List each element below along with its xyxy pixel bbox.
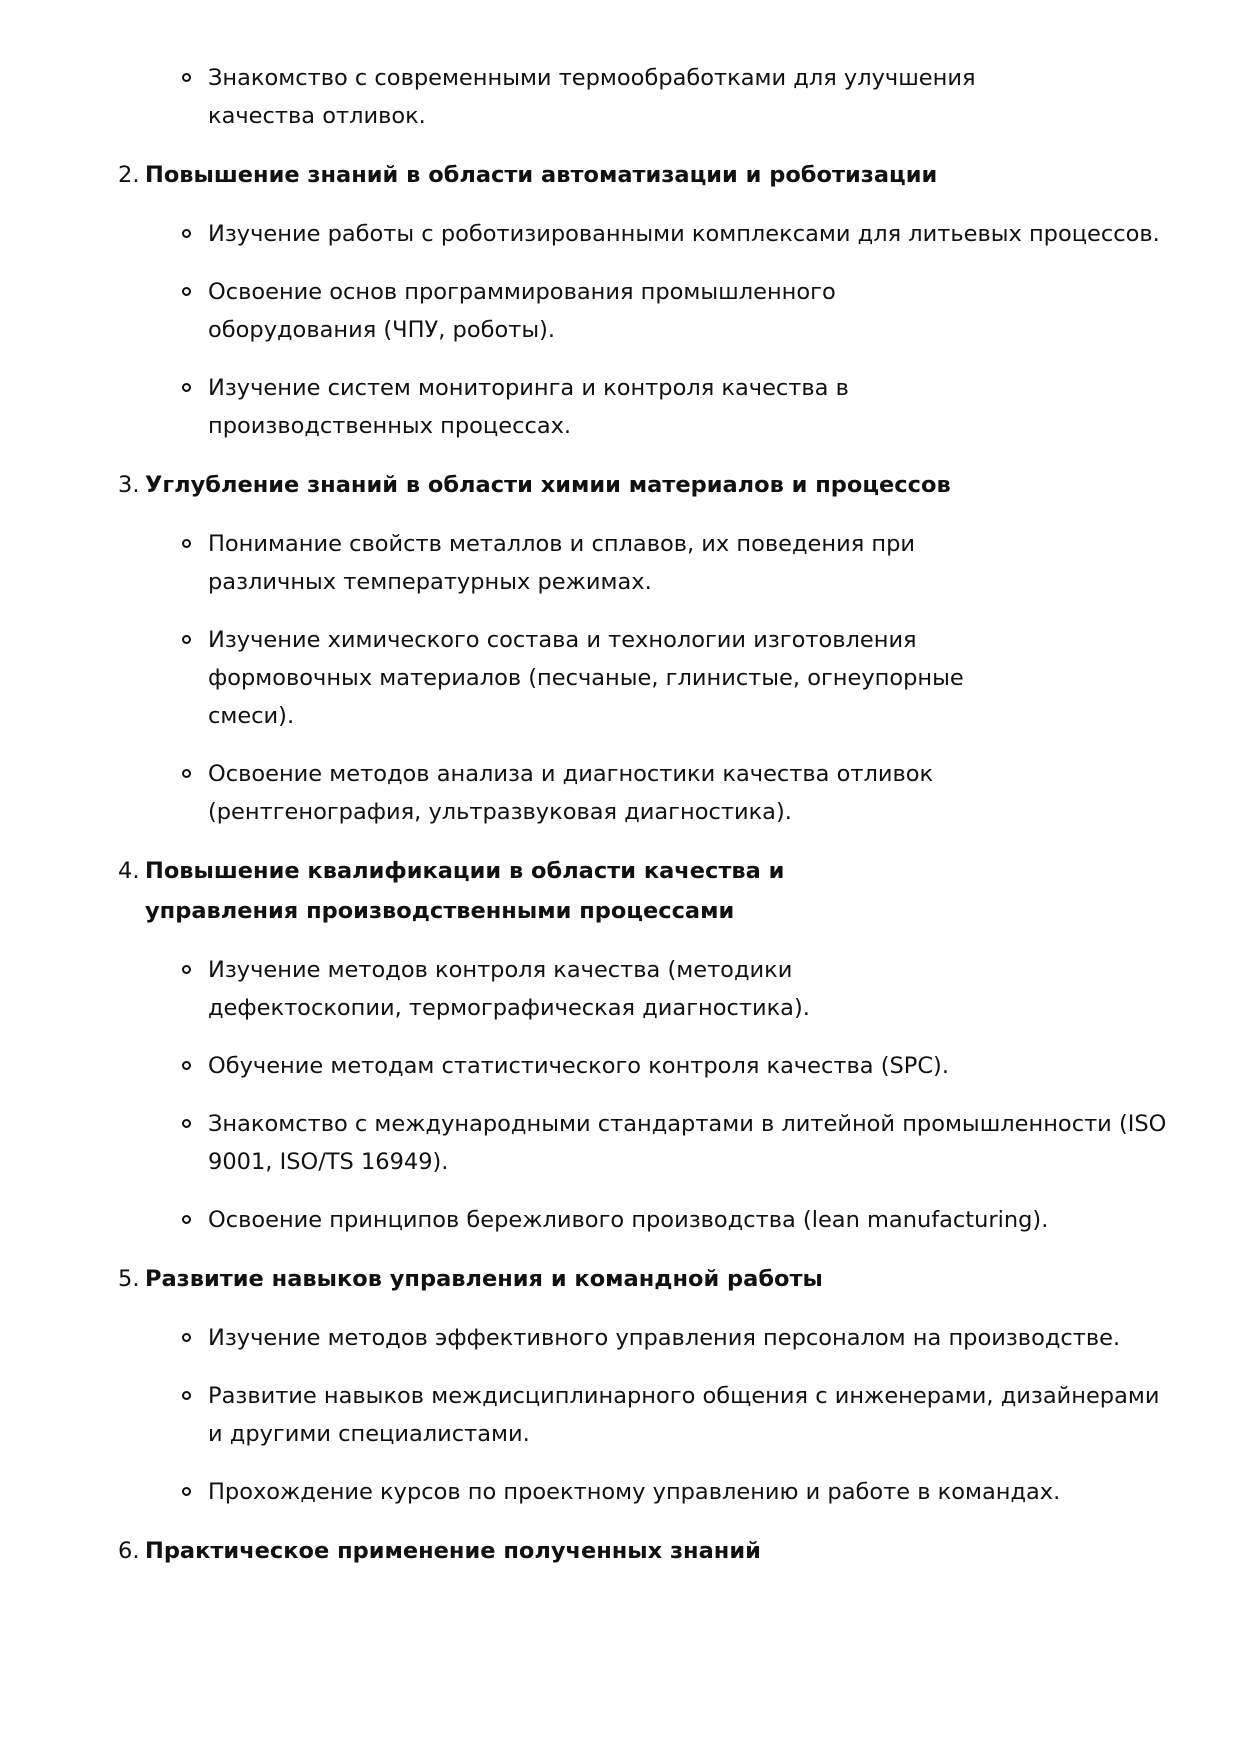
section-heading <box>118 465 1025 505</box>
list-item <box>208 1047 1168 1085</box>
list-item-text: Знакомство с современными термообработками для улучшения качества отливок. <box>208 65 976 129</box>
section-title: Развитие навыков управления и командной работы <box>145 1266 823 1292</box>
list-item <box>208 621 1008 735</box>
hollow-circle-bullet-icon <box>182 287 191 296</box>
hollow-circle-bullet-icon <box>182 1333 191 1342</box>
list-item <box>208 755 1148 831</box>
list-item <box>208 1377 1168 1453</box>
hollow-circle-bullet-icon <box>182 73 191 82</box>
list-item <box>208 59 1008 135</box>
section-heading <box>118 155 1025 195</box>
section-4 <box>0 851 1239 1239</box>
hollow-circle-bullet-icon <box>182 1061 191 1070</box>
section-items <box>0 951 1239 1239</box>
section-heading <box>118 1259 1025 1299</box>
hollow-circle-bullet-icon <box>182 539 191 548</box>
list-item-text: Обучение методам статистического контроля качества (SPC). <box>208 1053 949 1079</box>
section-title: Практическое применение полученных знаний <box>145 1538 761 1564</box>
hollow-circle-bullet-icon <box>182 1391 191 1400</box>
list-item-text: Изучение работы с роботизированными комплексами для литьевых процессов. <box>208 221 1160 247</box>
intro-list <box>0 59 1239 135</box>
list-item <box>208 369 988 445</box>
list-item-text: Знакомство с международными стандартами в литейной промышленности (ISO 9001, ISO/TS 16949). <box>208 1111 1167 1175</box>
section-number: 5. <box>118 1266 140 1292</box>
list-item-text: Прохождение курсов по проектному управлению и работе в командах. <box>208 1479 1061 1505</box>
hollow-circle-bullet-icon <box>182 1215 191 1224</box>
list-item-text: Освоение основ программирования промышленного оборудования (ЧПУ, роботы). <box>208 279 836 343</box>
list-item-text: Изучение систем мониторинга и контроля качества в производственных процессах. <box>208 375 849 439</box>
section-5 <box>0 1259 1239 1511</box>
hollow-circle-bullet-icon <box>182 769 191 778</box>
section-title: Углубление знаний в области химии материалов и процессов <box>145 472 951 498</box>
section-number: 4. <box>118 858 140 884</box>
section-items <box>0 525 1239 831</box>
section-2 <box>0 155 1239 445</box>
list-item-text: Изучение методов контроля качества (методики дефектоскопии, термографическая диагностика). <box>208 957 810 1021</box>
list-item <box>208 951 968 1027</box>
section-items <box>0 1319 1239 1511</box>
hollow-circle-bullet-icon <box>182 965 191 974</box>
list-item <box>208 273 1008 349</box>
list-item-text: Развитие навыков междисциплинарного общения с инженерами, дизайнерами и другими специалистами. <box>208 1383 1160 1447</box>
section-6 <box>0 1531 1239 1571</box>
list-item <box>208 215 1168 253</box>
section-number: 3. <box>118 472 140 498</box>
list-item <box>208 1473 1168 1511</box>
list-item-text: Понимание свойств металлов и сплавов, их поведения при различных температурных режимах. <box>208 531 915 595</box>
section-heading <box>118 1531 1025 1571</box>
list-item <box>208 1319 1168 1357</box>
section-number: 2. <box>118 162 140 188</box>
hollow-circle-bullet-icon <box>182 383 191 392</box>
hollow-circle-bullet-icon <box>182 635 191 644</box>
hollow-circle-bullet-icon <box>182 229 191 238</box>
section-3 <box>0 465 1239 831</box>
list-item-text: Освоение принципов бережливого производства (lean manufacturing). <box>208 1207 1049 1233</box>
section-number: 6. <box>118 1538 140 1564</box>
list-item <box>208 525 988 601</box>
section-title: Повышение квалификации в области качества и управления производственными процессами <box>145 858 785 924</box>
list-item <box>208 1105 1168 1181</box>
section-items <box>0 215 1239 445</box>
list-item-text: Изучение химического состава и технологии изготовления формовочных материалов (песчаные, глинистые, огнеупорные смеси). <box>208 627 964 729</box>
list-item-text: Изучение методов эффективного управления персоналом на производстве. <box>208 1325 1121 1351</box>
section-heading <box>118 851 945 931</box>
hollow-circle-bullet-icon <box>182 1487 191 1496</box>
list-item-text: Освоение методов анализа и диагностики качества отливок (рентгенография, ультразвуковая диагностика). <box>208 761 934 825</box>
section-title: Повышение знаний в области автоматизации и роботизации <box>145 162 938 188</box>
list-item <box>208 1201 1168 1239</box>
hollow-circle-bullet-icon <box>182 1119 191 1128</box>
